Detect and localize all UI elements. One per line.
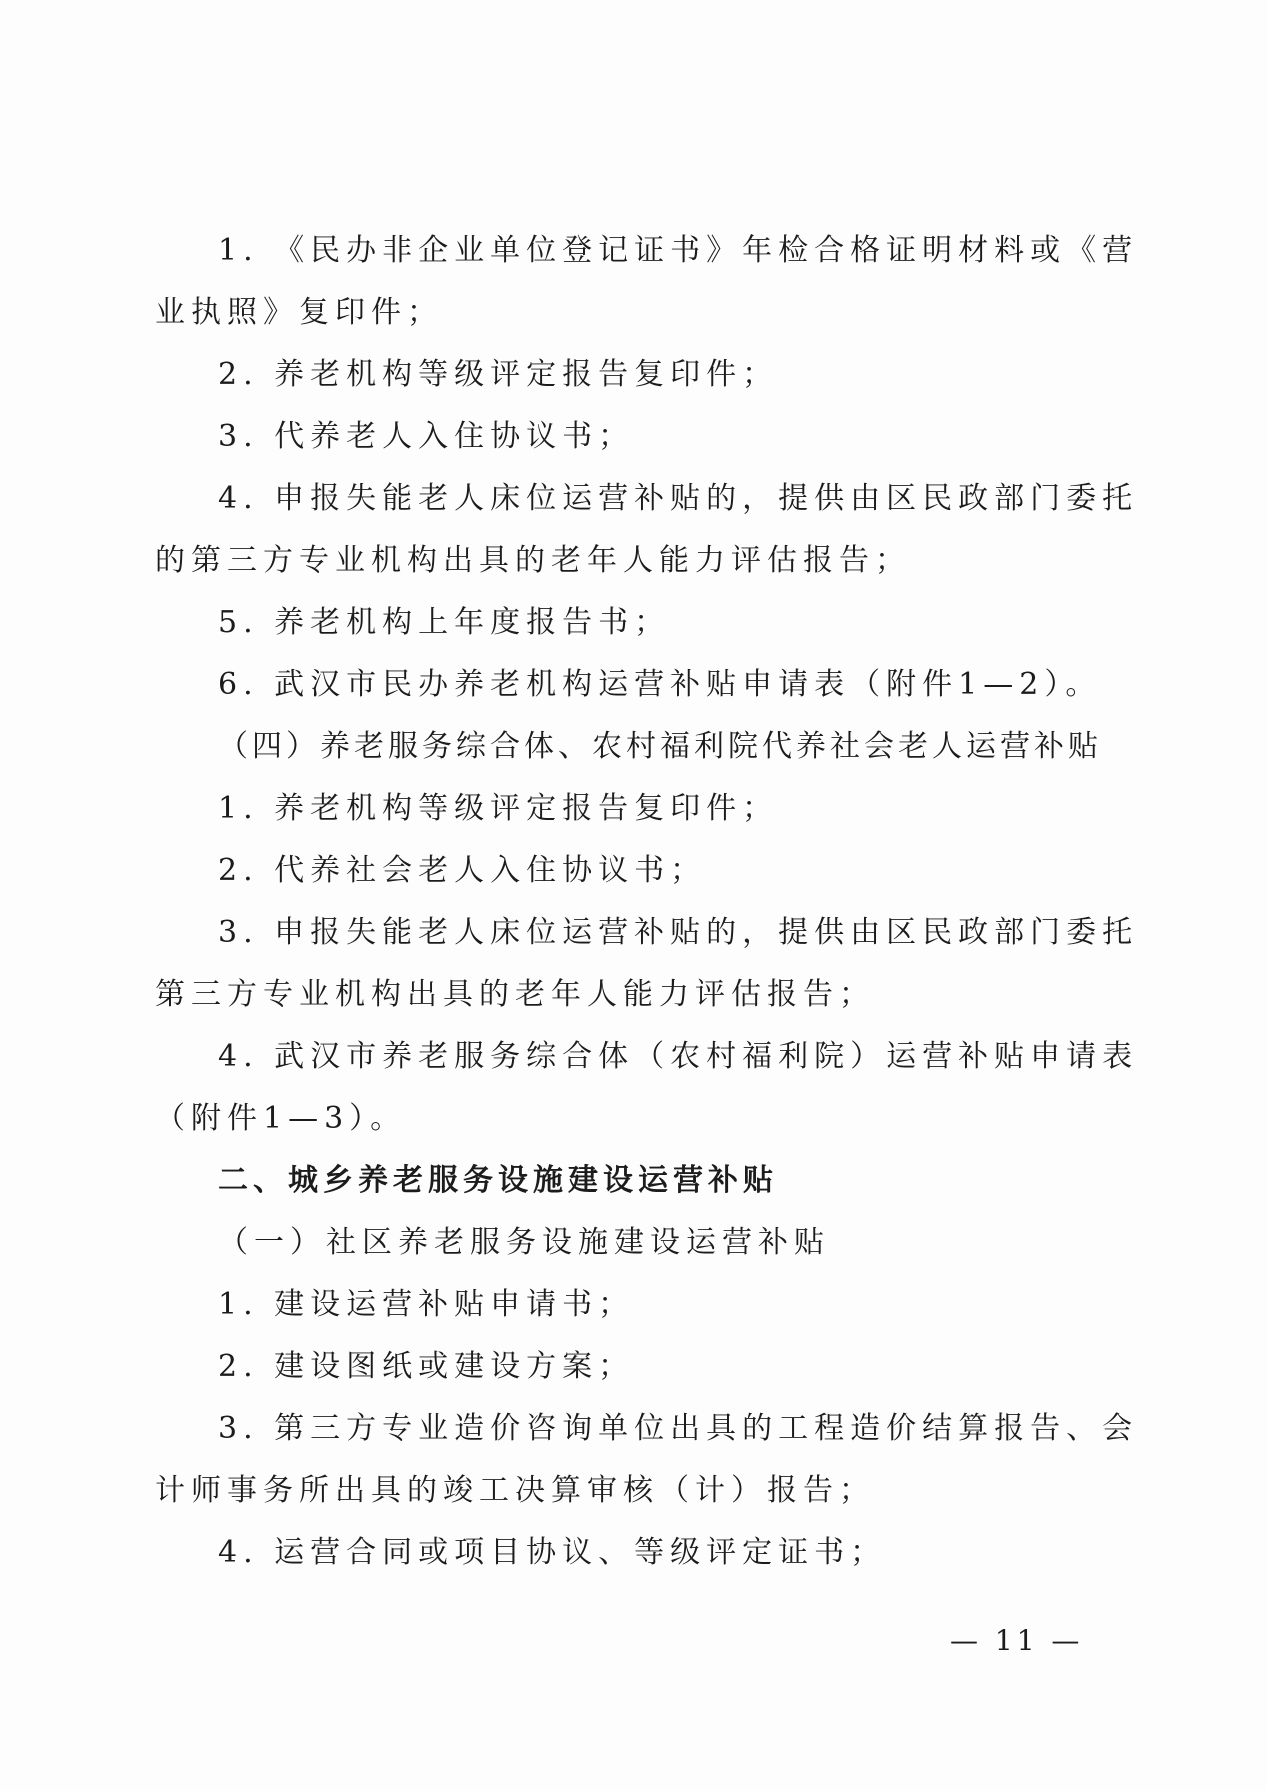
text-line: 1. 养老机构等级评定报告复印件； xyxy=(218,791,779,826)
text-line: 3. 申报失能老人床位运营补贴的，提供由区民政部门委托 xyxy=(218,915,1139,950)
text-line: 4. 运营合同或项目协议、等级评定证书； xyxy=(218,1535,887,1570)
text-line: （附件1—3）。 xyxy=(155,1101,407,1136)
text-line: 计师事务所出具的竣工决算审核（计）报告； xyxy=(155,1473,875,1508)
text-line: 第三方专业机构出具的老年人能力评估报告； xyxy=(155,977,875,1012)
text-line: 2. 建设图纸或建设方案； xyxy=(218,1349,635,1384)
text-line: 4. 申报失能老人床位运营补贴的，提供由区民政部门委托 xyxy=(218,481,1139,516)
section-heading: 二、城乡养老服务设施建设运营补贴 xyxy=(218,1163,778,1198)
page-number: — 11 — xyxy=(950,1624,1084,1657)
text-line: 业执照》复印件； xyxy=(155,295,443,330)
text-line: 5. 养老机构上年度报告书； xyxy=(218,605,671,640)
text-line: 2. 养老机构等级评定报告复印件； xyxy=(218,357,779,392)
text-line: 2. 代养社会老人入住协议书； xyxy=(218,853,707,888)
text-line: 3. 代养老人入住协议书； xyxy=(218,419,635,454)
text-line: 4. 武汉市养老服务综合体（农村福利院）运营补贴申请表 xyxy=(218,1039,1139,1074)
text-line: 的第三方专业机构出具的老年人能力评估报告； xyxy=(155,543,911,578)
text-line: 1. 《民办非企业单位登记证书》年检合格证明材料或《营 xyxy=(218,233,1139,268)
text-line: 3. 第三方专业造价咨询单位出具的工程造价结算报告、会 xyxy=(218,1411,1139,1446)
text-line: 1. 建设运营补贴申请书； xyxy=(218,1287,635,1322)
section-heading: （四）养老服务综合体、农村福利院代养社会老人运营补贴 xyxy=(218,729,1102,764)
subsection-heading: （一）社区养老服务设施建设运营补贴 xyxy=(218,1225,830,1260)
text-line: 6. 武汉市民办养老机构运营补贴申请表（附件1—2）。 xyxy=(218,667,1102,702)
